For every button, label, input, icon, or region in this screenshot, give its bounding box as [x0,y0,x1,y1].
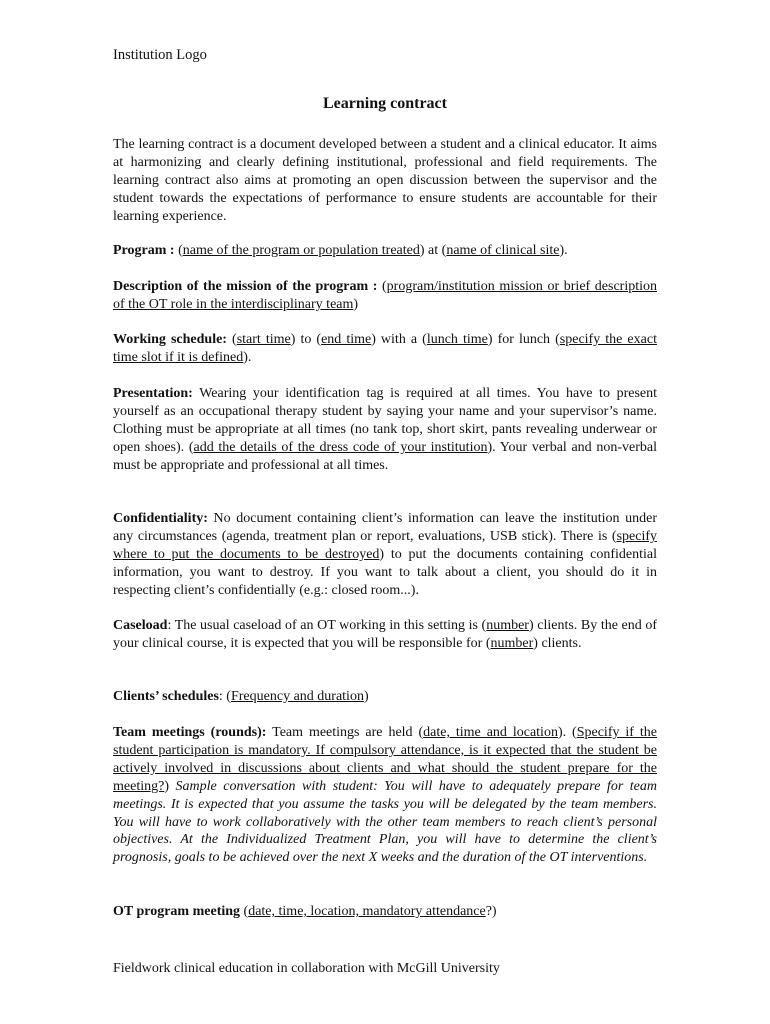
schedule-text: ). [243,349,252,365]
ot-meeting-details-field: date, time, location, mandatory attendance [248,904,486,919]
intro-paragraph: The learning contract is a document developed between a student and a clinical educator. It aims at harmonizing and clearly defining institutional, professional and field requirements. The learning contract also aims at promoting an open discussion between the supervisor and the student towards the expectations of performance to ensure students are accountable for their learning experience. [113,137,657,224]
team-meetings-text: ) [164,778,176,794]
confidentiality-text: No document containing client’s information can leave the institution under any circumstances (agenda, treatment plan or report, evaluations, USB stick). There is ( [113,511,657,544]
program-text: ) at ( [419,243,447,258]
institution-logo-placeholder: Institution Logo [113,47,207,63]
caseload-section [113,617,657,653]
schedule-text: ( [226,332,237,347]
dress-code-field: add the details of the dress code of your institution [193,439,488,455]
presentation-label: Presentation: [113,386,193,401]
mission-text: ( [377,279,387,294]
schedule-text: ) with a ( [371,332,427,347]
lunch-time-field: lunch time [426,332,488,347]
caseload-text: : The usual caseload of an OT working in this setting is ( [167,618,487,633]
sample-conversation: Sample conversation with student: You will have to adequately prepare for team meetings. It is expected that you assume the tasks you will be delegated by the team members. You will have to work collaboratively with the other team members to reach client’s personal objectives. At the Individualized Treatment Plan, you will have to determine the client’s prognosis, goals to be achieved over the next X weeks and the duration of the OT interventions. [113,778,657,866]
caseload-text: ) clients. [533,635,582,651]
document-page [113,0,657,1024]
team-meetings-text: Team meetings are held ( [266,725,424,740]
program-section [113,242,657,260]
page-title: Learning contract [323,95,447,112]
page-footer: Fieldwork clinical education in collaboration with McGill University [113,961,500,976]
working-schedule-label: Working schedule: [113,332,227,347]
ot-meeting-text: ( [240,904,249,919]
schedule-text: ) for lunch ( [487,332,560,347]
responsible-number-field: number [490,635,534,651]
schedule-text: ) to ( [290,332,322,347]
team-meetings-section [113,724,657,867]
mission-section [113,278,657,314]
ot-program-meeting-label: OT program meeting [113,904,241,919]
meeting-details-field: date, time and location [423,725,558,740]
clinical-site-field: name of clinical site [446,243,560,258]
frequency-duration-field: Frequency and duration [230,689,364,704]
ot-meeting-text: ?) [485,904,497,919]
presentation-text: Wearing your identification tag is required at all times. You have to present yourself as an occupational therapy student by saying your name and your supervisor’s name. Clothing must be appropriate at all times (no tank top, short skirt, pants revealing underwear or open shoes). ( [113,386,657,455]
team-meetings-text: ). ( [557,725,577,740]
program-label: Program : [113,243,175,258]
caseload-text: ) clients. By the end of your clinical course, it is expected that you will be responsible for ( [113,618,657,651]
working-schedule-section [113,331,657,367]
mission-text: ) [353,296,359,312]
end-time-field: end time [321,332,372,347]
confidentiality-label: Confidentiality: [113,511,208,526]
program-text: ( [174,243,183,258]
time-slot-field: specify the exact time slot if it is defined [113,332,657,365]
participation-field: Specify if the student participation is mandatory. If compulsory attendance, is it expected that the student be actively involved in discussions about clients and what should the student prepare for the meeting? [113,725,658,794]
caseload-number-field: number [486,618,529,633]
clients-schedules-section [113,688,657,706]
confidentiality-text: ) to put the documents containing confidential information, you want to destroy. If you want to talk about a client, you should do it in respecting client’s confidentially (e.g.: closed room...). [113,546,657,598]
start-time-field: start time [236,332,291,347]
presentation-section [113,385,657,475]
caseload-label: Caseload [113,618,168,633]
clients-schedules-label: Clients’ schedules [113,689,219,704]
mission-label: Description of the mission of the program : [113,279,378,294]
presentation-text: ). Your verbal and non-verbal must be appropriate and professional at all times. [113,439,657,473]
mission-field: program/institution mission or brief description of the OT role in the interdisciplinary team [113,279,657,312]
confidentiality-section [113,510,657,600]
clients-schedules-text: : ( [218,689,231,704]
document-destruction-field: specify where to put the documents to be destroyed [113,528,657,562]
program-name-field: name of the program or population treated [182,243,420,258]
ot-program-meeting-section [113,903,657,921]
program-text: ). [559,243,568,258]
clients-schedules-text: ) [363,689,369,704]
team-meetings-label: Team meetings (rounds): [113,725,267,740]
